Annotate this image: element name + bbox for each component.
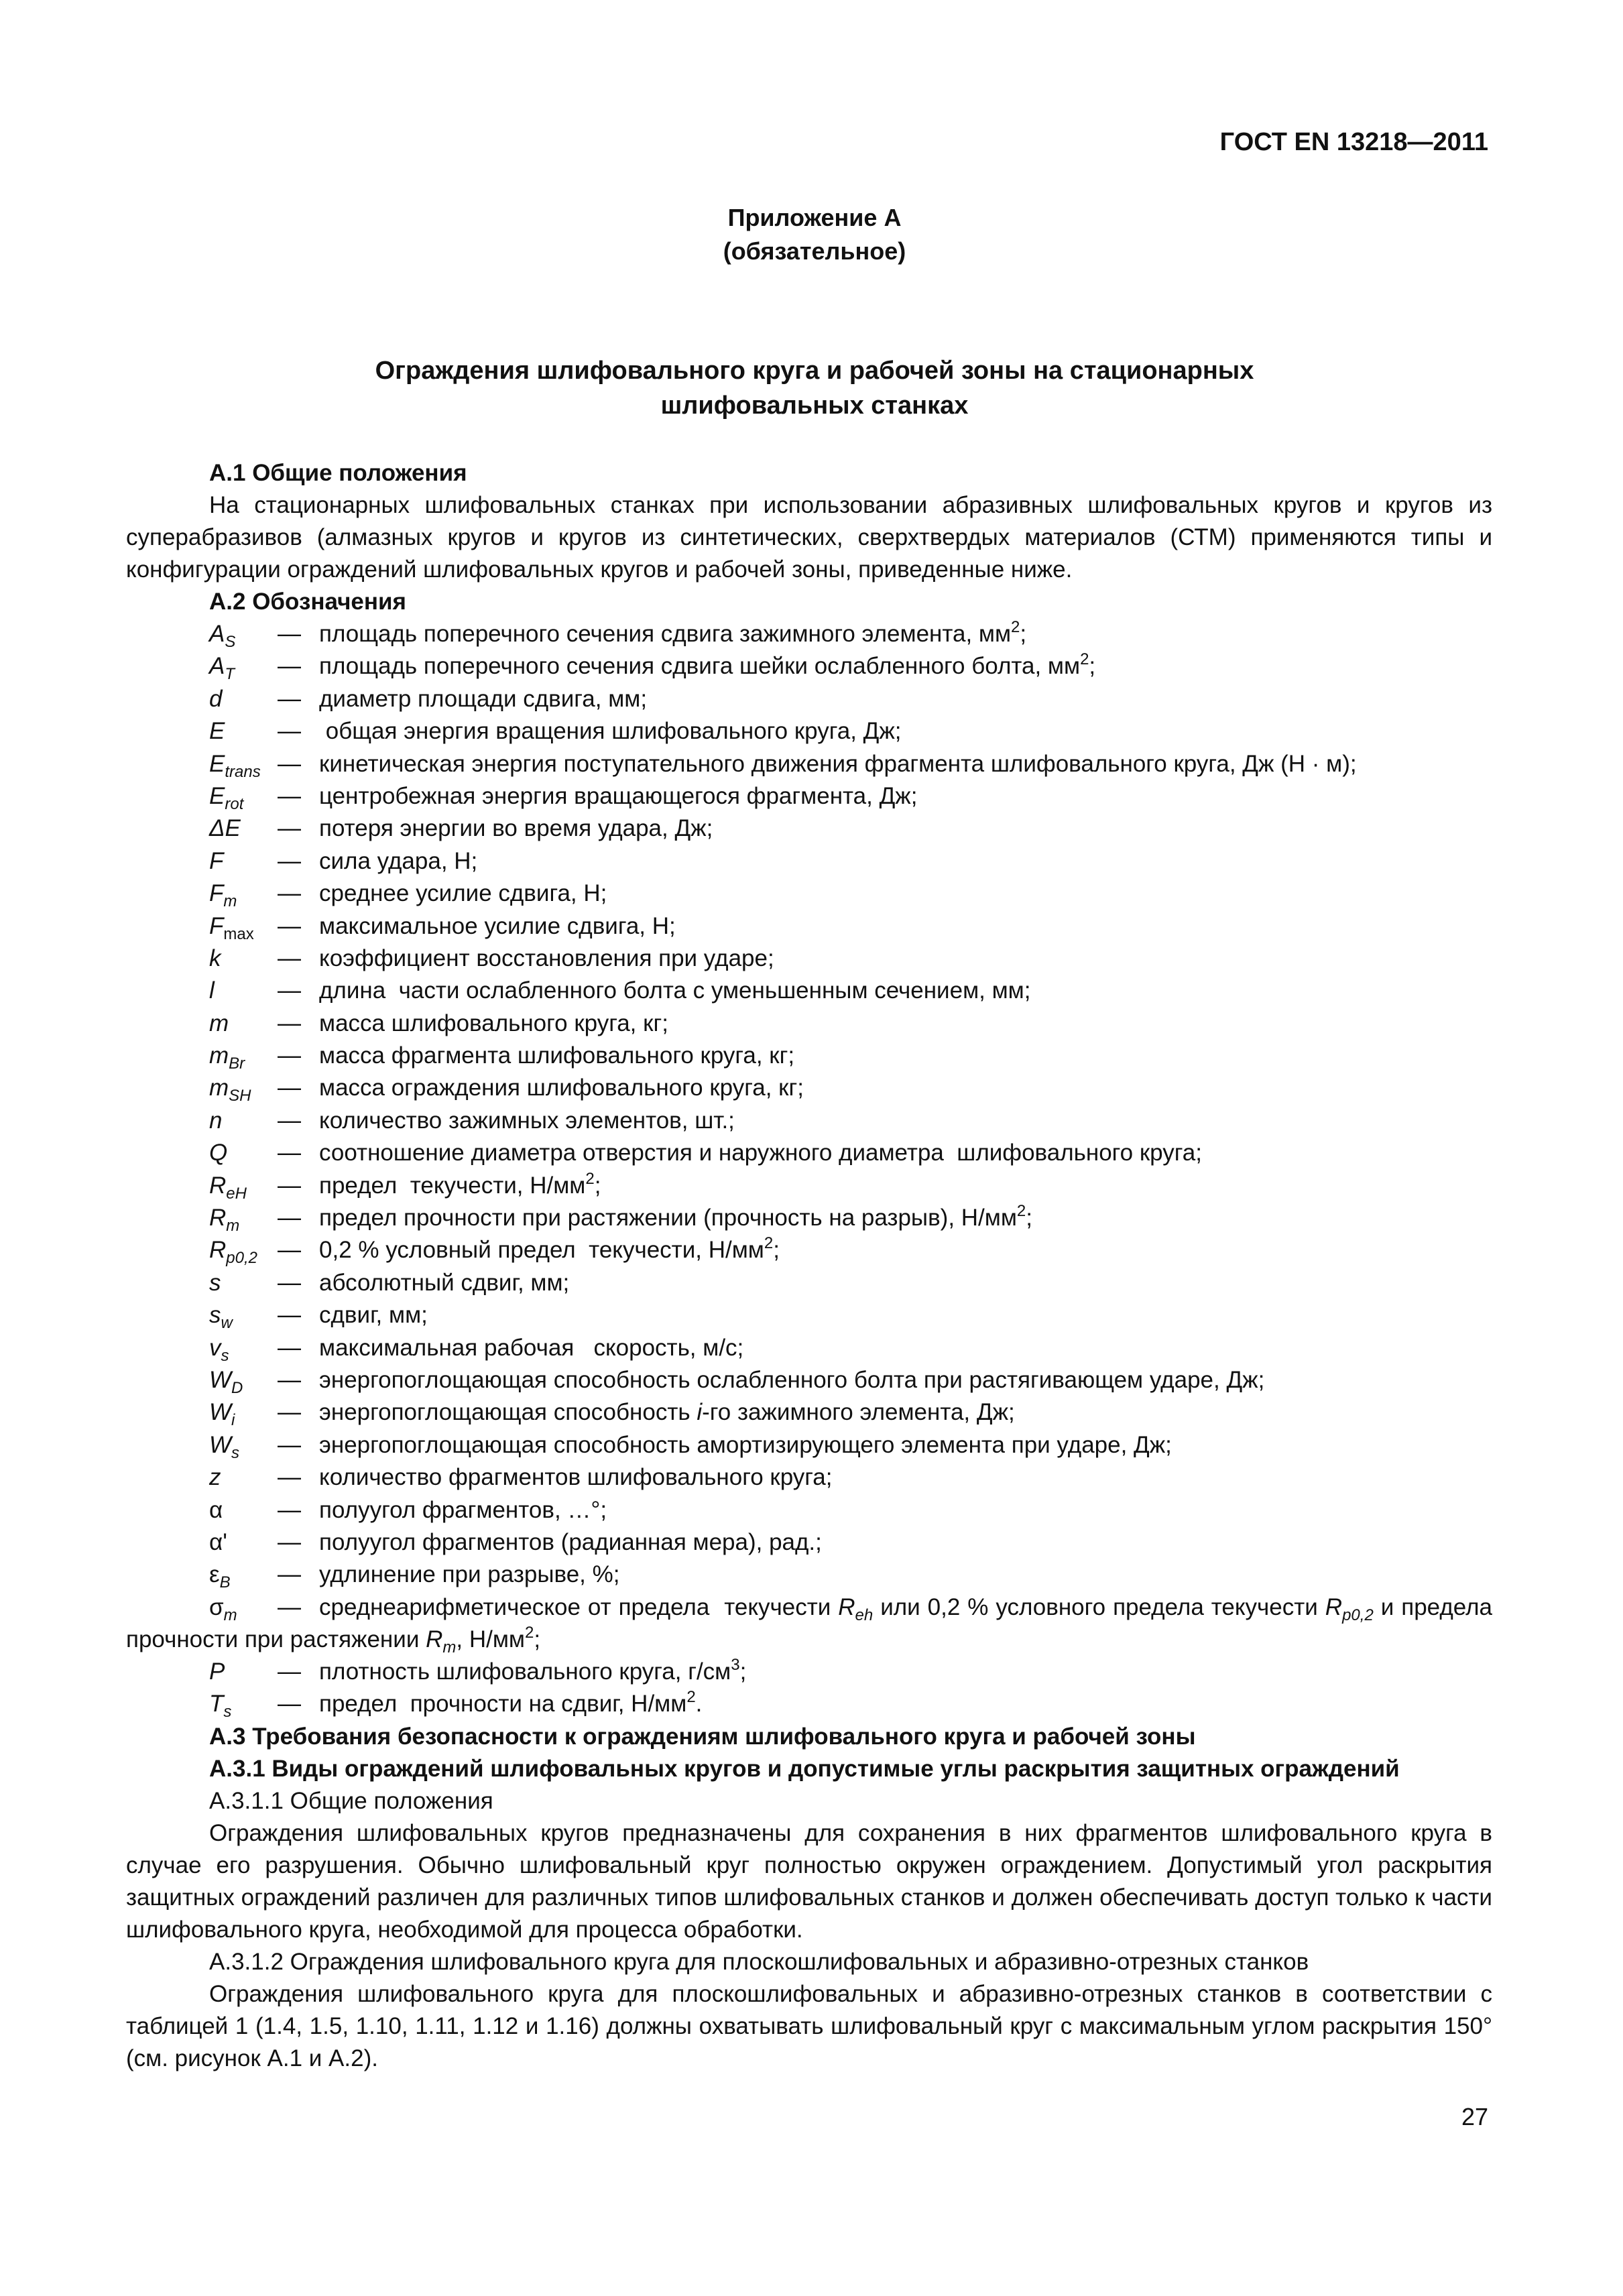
document-body: [126, 457, 1499, 2075]
symbol-row: [126, 1105, 1492, 1137]
page-number: 27: [1461, 2103, 1488, 2130]
symbol-row: [126, 1299, 1492, 1331]
symbol-dash: —: [278, 782, 301, 809]
symbol-definition: энергопоглощающая способность i-го зажимного элемента, Дж;: [319, 1399, 1015, 1426]
symbol-row: [126, 780, 1492, 812]
symbol-row: [126, 1396, 1492, 1429]
symbol-definition: масса шлифовального круга, кг;: [319, 1010, 668, 1036]
symbol: $F_m$: [209, 880, 237, 911]
symbol-row: [126, 1267, 1492, 1299]
symbol: d: [209, 685, 223, 712]
section-a311-text: Ограждения шлифовальных кругов предназначены для сохранения в них фрагментов шлифовального круга в случае его разрушения. Обычно шлифовальный круг полностью окружен ограждением. Допустимый угол раскрытия защитных ограждений различен для различных типов шлифовальных станков и должен обеспечивать доступ только к части шлифовального круга, необходимой для процесса обработки.: [126, 1819, 1492, 1943]
symbol: $s_w$: [209, 1302, 233, 1333]
symbol-definition: сила удара, Н;: [319, 847, 478, 874]
symbol-definition: предел текучести, $Н/мм^2$;: [319, 1169, 601, 1199]
symbol-definition: предел прочности на сдвиг, $Н/мм^2$.: [319, 1688, 703, 1717]
symbol-dash: —: [278, 653, 301, 680]
appendix-heading: [194, 201, 1435, 268]
symbol-dash: —: [278, 1010, 301, 1036]
symbol-dash: —: [278, 1269, 301, 1296]
section-a1-heading: А.1 Общие положения: [209, 460, 467, 486]
symbol-dash: —: [278, 718, 301, 745]
symbol-dash: —: [278, 977, 301, 1004]
symbol-definition: диаметр площади сдвига, мм;: [319, 685, 648, 712]
symbol-definition: удлинение при разрыве, %;: [319, 1561, 620, 1588]
symbol-dash: —: [278, 1593, 301, 1620]
symbol-row: [126, 943, 1492, 975]
symbol-definition: соотношение диаметра отверстия и наружного диаметра шлифовального круга;: [319, 1140, 1202, 1166]
symbol-row: [126, 975, 1492, 1007]
symbol-row: [126, 1332, 1492, 1364]
symbol-definition: масса фрагмента шлифовального круга, кг;: [319, 1042, 795, 1069]
symbol-definition: площадь поперечного сечения сдвига шейки ослабленного болта, $мм^2$;: [319, 650, 1096, 680]
symbol-row: [126, 683, 1492, 715]
symbol-row: [126, 910, 1492, 943]
symbol: k: [209, 945, 221, 971]
appendix-status: (обязательное): [723, 237, 906, 265]
symbol: Q: [209, 1140, 228, 1166]
symbol-row: [126, 1137, 1492, 1169]
main-title-line-2: шлифовальных станках: [660, 391, 969, 420]
symbol-dash: —: [278, 750, 301, 777]
symbol-row: [126, 1429, 1492, 1461]
symbol-definition: среднее усилие сдвига, Н;: [319, 880, 607, 907]
symbol-definition: предел прочности при растяжении (прочность на разрыв), $Н/мм^2$;: [319, 1202, 1033, 1231]
symbol-dash: —: [278, 1334, 301, 1361]
symbol-definition: среднеарифметическое от предела текучести $R_{eh}$ или 0,2 % условного предела текучести $R_{p0,2}$ и предела прочности при растяжении $R_m$, $Н/мм^2$;: [126, 1593, 1499, 1656]
section-a312-heading: А.3.1.2 Ограждения шлифовального круга для плоскошлифовальных и абразивно-отрезных станков: [209, 1948, 1309, 1975]
symbol-dash: —: [278, 1561, 301, 1588]
symbol: $R_m$: [209, 1205, 240, 1235]
symbol-dash: —: [278, 912, 301, 939]
symbol-row: [126, 845, 1492, 878]
symbol-row: [126, 650, 1492, 682]
symbol-dash: —: [278, 847, 301, 874]
symbol-definition: количество фрагментов шлифовального круга;: [319, 1464, 833, 1491]
section-a1-text: На стационарных шлифовальных станках при использовании абразивных шлифовальных кругов и кругов из суперабразивов (алмазных кругов и кругов из синтетических, сверхтвердых материалов (СТМ) применяются типы и конфигурации ограждений шлифовальных кругов и рабочей зоны, приведенные ниже.: [126, 492, 1492, 583]
symbol: F: [209, 847, 224, 874]
symbol-dash: —: [278, 685, 301, 712]
symbol-row: [126, 1072, 1492, 1104]
section-a3-heading: А.3 Требования безопасности к ограждениям шлифовального круга и рабочей зоны: [209, 1723, 1196, 1750]
symbol-dash: —: [278, 1140, 301, 1166]
symbol-dash: —: [278, 945, 301, 971]
symbol: α': [209, 1528, 227, 1555]
symbol-row: [126, 618, 1492, 650]
symbol: $E_{trans}$: [209, 750, 261, 781]
symbol-row: [126, 1526, 1492, 1559]
symbol-definition: полуугол фрагментов (радианная мера), рад.;: [319, 1528, 822, 1555]
section-a311-heading: А.3.1.1 Общие положения: [209, 1787, 493, 1814]
symbol: l: [209, 977, 215, 1004]
symbol-definition: плотность шлифовального круга, $г/см^3$;: [319, 1655, 747, 1685]
symbol-dash: —: [278, 815, 301, 842]
appendix-main-title: [194, 353, 1435, 423]
symbol: $A_T$: [209, 653, 235, 684]
symbol-row: [126, 1364, 1492, 1396]
symbol-definition: потеря энергии во время удара, Дж;: [319, 815, 713, 842]
symbol-dash: —: [278, 1237, 301, 1264]
symbol-definition: максимальная рабочая скорость, м/с;: [319, 1334, 744, 1361]
symbol-row: [126, 1008, 1492, 1040]
symbol: $A_S$: [209, 621, 236, 651]
symbol: $W_i$: [209, 1399, 235, 1430]
symbol-dash: —: [278, 1464, 301, 1491]
symbol-definition: площадь поперечного сечения сдвига зажимного элемента, $мм^2$;: [319, 618, 1027, 647]
symbols-list: [126, 618, 1499, 1721]
symbol-row: [126, 748, 1492, 780]
symbol-dash: —: [278, 1691, 301, 1717]
symbol: $\sigma_m$: [209, 1593, 237, 1624]
symbol-dash: —: [278, 1399, 301, 1426]
appendix-title: Приложение А: [727, 204, 902, 231]
symbol-definition: сдвиг, мм;: [319, 1302, 428, 1329]
symbol-row: [126, 1170, 1492, 1202]
symbol-row: [126, 878, 1492, 910]
symbol-row: [126, 1202, 1492, 1234]
symbol-dash: —: [278, 1528, 301, 1555]
symbol-row: [126, 1461, 1492, 1494]
symbol: P: [209, 1658, 225, 1685]
symbol-dash: —: [278, 1075, 301, 1101]
symbol-dash: —: [278, 1658, 301, 1685]
symbol-definition: общая энергия вращения шлифовального круга, Дж;: [319, 718, 902, 745]
section-a312-text: Ограждения шлифовального круга для плоскошлифовальных и абразивно-отрезных станков в соответствии с таблицей 1 (1.4, 1.5, 1.10, 1.11, 1.12 и 1.16) должны охватывать шлифовальный круг с максимальным углом раскрытия 150° (см. рисунок А.1 и А.2).: [126, 1980, 1492, 2071]
symbol-row: [126, 1656, 1492, 1688]
symbol-dash: —: [278, 1431, 301, 1458]
symbol-row: [126, 1040, 1492, 1072]
symbol: $v_s$: [209, 1334, 229, 1365]
symbol-definition: длина части ослабленного болта с уменьшенным сечением, мм;: [319, 977, 1031, 1004]
symbol-row: [126, 812, 1492, 845]
symbol-dash: —: [278, 1366, 301, 1393]
section-a2-heading: А.2 Обозначения: [209, 589, 406, 615]
symbol: n: [209, 1107, 223, 1134]
symbol-definition: абсолютный сдвиг, мм;: [319, 1269, 570, 1296]
symbol-definition: максимальное усилие сдвига, Н;: [319, 912, 676, 939]
symbol: $\varepsilon_B$: [209, 1561, 231, 1592]
symbol-row-hanging: [126, 1591, 1499, 1656]
symbol-row: [126, 1234, 1492, 1266]
symbol: $W_D$: [209, 1366, 243, 1397]
symbol-dash: —: [278, 1172, 301, 1199]
symbol: $T_s$: [209, 1691, 232, 1721]
symbol-definition: центробежная энергия вращающегося фрагмента, Дж;: [319, 782, 918, 809]
symbol: s: [209, 1269, 221, 1296]
symbol-definition: кинетическая энергия поступательного движения фрагмента шлифовального круга, Дж (Н · м);: [319, 750, 1357, 777]
symbol: $m_{Br}$: [209, 1042, 245, 1073]
symbol: E: [209, 718, 225, 745]
symbol-definition: коэффициент восстановления при ударе;: [319, 945, 774, 971]
symbol-row: [126, 1688, 1492, 1720]
symbol: z: [209, 1464, 221, 1491]
symbol-definition: масса ограждения шлифовального круга, кг;: [319, 1075, 804, 1101]
symbol-definition: полуугол фрагментов, …°;: [319, 1496, 607, 1523]
symbol-dash: —: [278, 1042, 301, 1069]
symbol: $R_{eH}$: [209, 1172, 247, 1203]
symbol-dash: —: [278, 1107, 301, 1134]
symbol-row: [126, 1494, 1492, 1526]
symbol: $W_s$: [209, 1431, 240, 1462]
symbol-dash: —: [278, 1205, 301, 1231]
symbol-definition: энергопоглощающая способность ослабленного болта при растягивающем ударе, Дж;: [319, 1366, 1265, 1393]
symbol: $R_{p0,2}$: [209, 1237, 257, 1268]
standard-designation: ГОСТ EN 13218—2011: [1219, 128, 1488, 156]
symbol-dash: —: [278, 1496, 301, 1523]
main-title-line-1: Ограждения шлифовального круга и рабочей зоны на стационарных: [375, 357, 1254, 385]
symbol-row: [126, 715, 1492, 747]
symbol: m: [209, 1010, 229, 1036]
symbol: ΔE: [209, 815, 241, 842]
symbol-dash: —: [278, 621, 301, 647]
symbol-dash: —: [278, 880, 301, 907]
symbol: $m_{SH}$: [209, 1075, 251, 1105]
symbol-definition: 0,2 % условный предел текучести, $Н/мм^2$;: [319, 1234, 780, 1264]
symbol-row: [126, 1559, 1492, 1591]
symbol-definition: количество зажимных элементов, шт.;: [319, 1107, 735, 1134]
symbol-dash: —: [278, 1302, 301, 1329]
symbol: $F_{max}$: [209, 912, 254, 943]
symbol: α: [209, 1496, 223, 1523]
symbol-definition: энергопоглощающая способность амортизирующего элемента при ударе, Дж;: [319, 1431, 1172, 1458]
symbol: $E_{rot}$: [209, 782, 244, 813]
section-a31-heading: А.3.1 Виды ограждений шлифовальных кругов и допустимые углы раскрытия защитных ограждений: [209, 1755, 1400, 1782]
